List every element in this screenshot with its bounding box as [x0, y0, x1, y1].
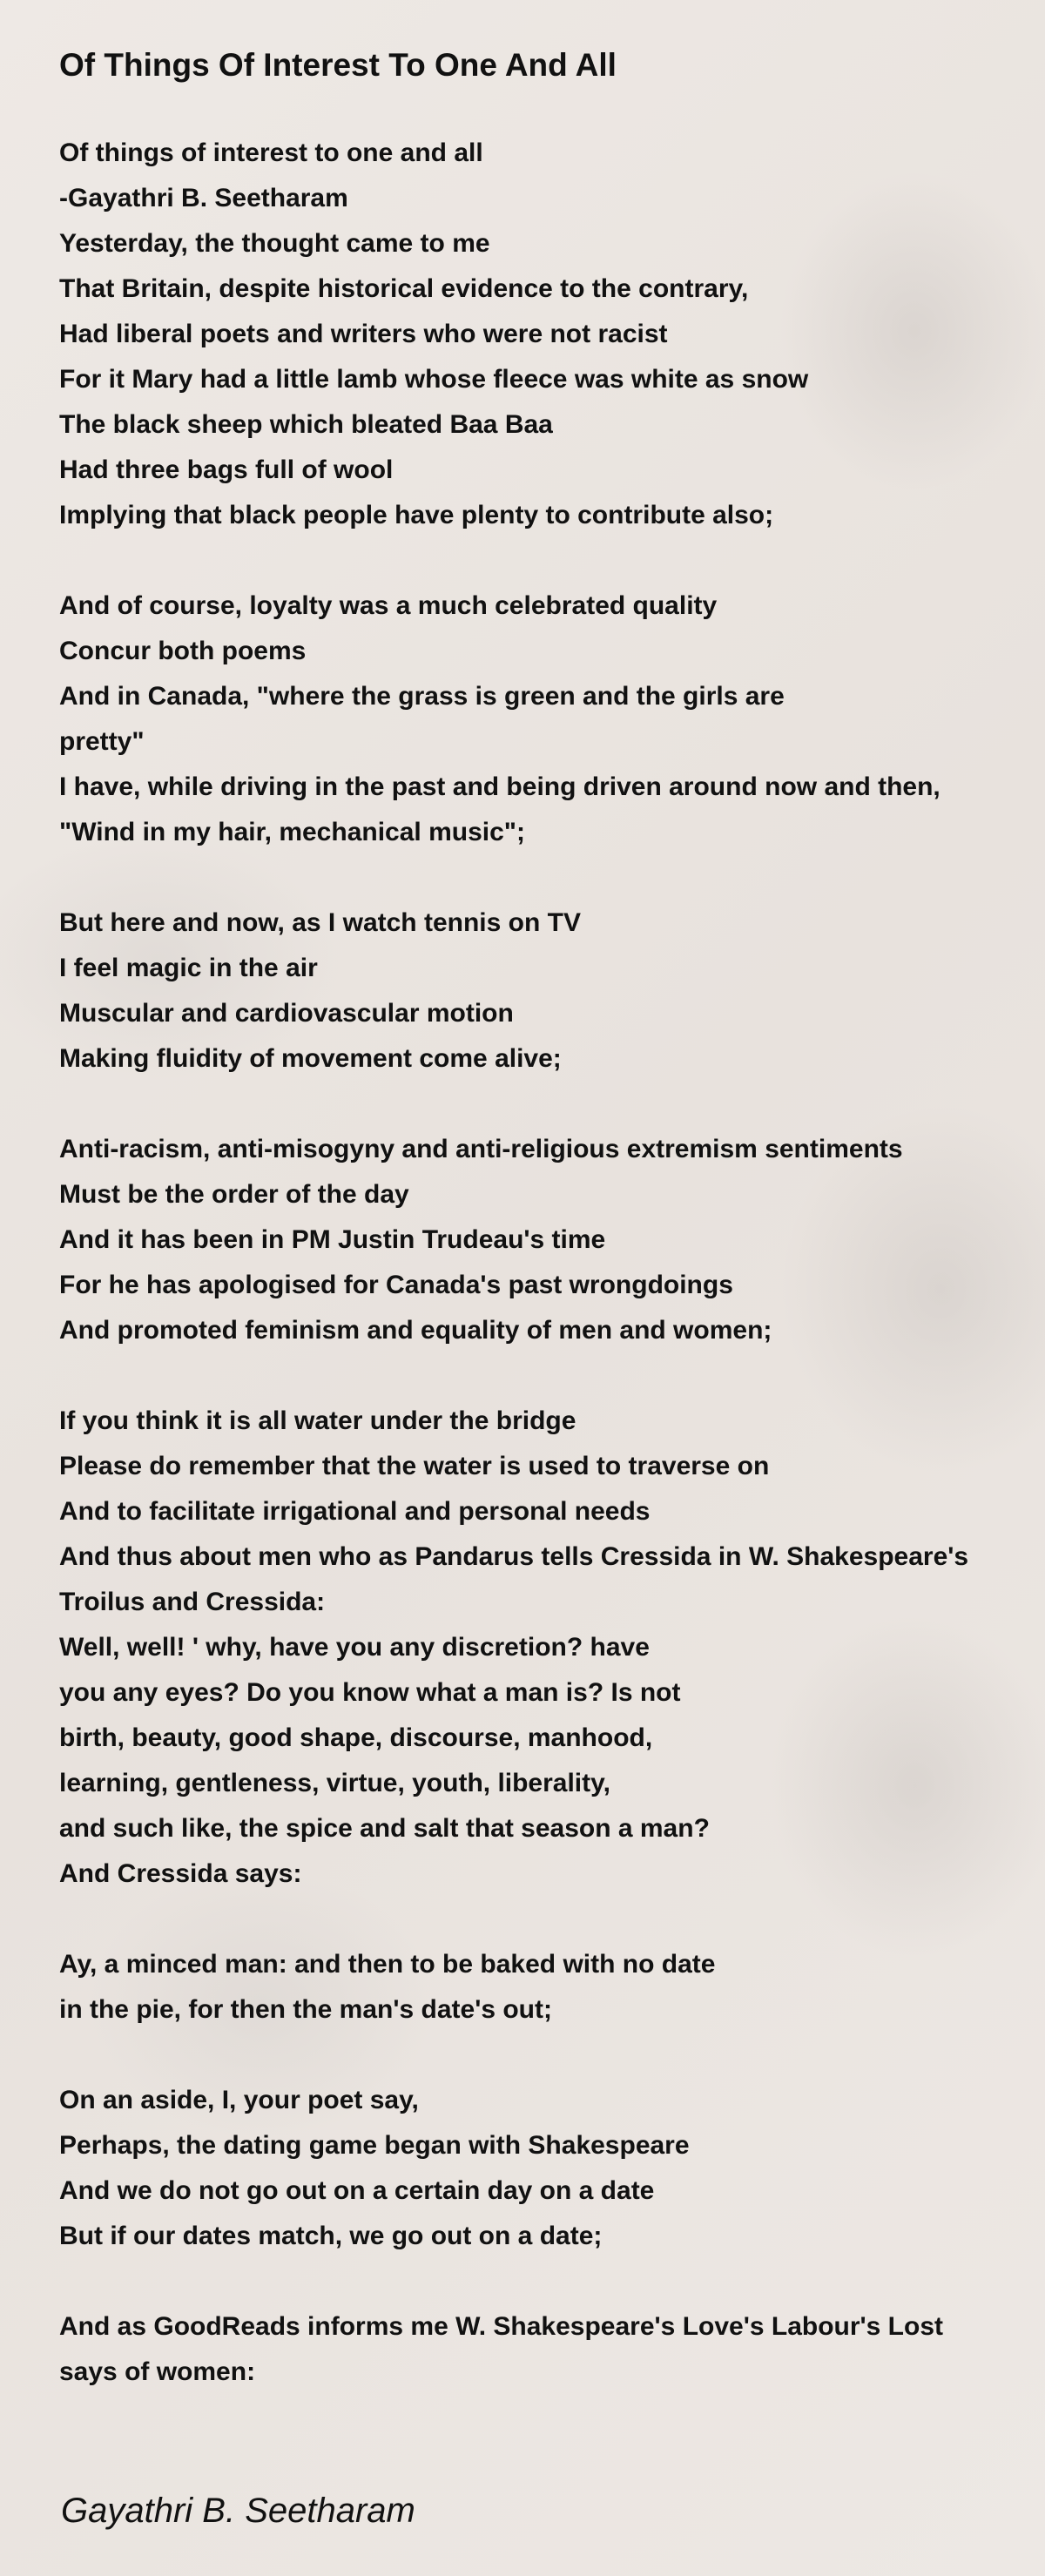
poem-line: But if our dates match, we go out on a date;: [59, 2222, 603, 2250]
poem-line: Must be the order of the day: [59, 1180, 409, 1209]
poem-line: And we do not go out on a certain day on a date: [59, 2176, 655, 2205]
poem-author: Gayathri B. Seetharam: [61, 2492, 415, 2530]
stanza-break: [59, 2033, 1043, 2078]
poem-line: And of course, loyalty was a much celebrated quality: [59, 591, 718, 620]
poem-line: Perhaps, the dating game began with Shakespeare: [59, 2131, 690, 2160]
poem-line: Concur both poems: [59, 637, 307, 665]
poem-line: -Gayathri B. Seetharam: [59, 184, 348, 212]
poem-line: Yesterday, the thought came to me: [59, 229, 490, 258]
poem-line: Please do remember that the water is used to traverse on: [59, 1452, 770, 1480]
poem-line: Had liberal poets and writers who were not racist: [59, 320, 668, 348]
stanza-break: [59, 1082, 1043, 1127]
poem-line: Muscular and cardiovascular motion: [59, 999, 514, 1028]
poem-line: On an aside, I, your poet say,: [59, 2086, 419, 2114]
poem-line: For it Mary had a little lamb whose fleece was white as snow: [59, 365, 809, 394]
poem-line: The black sheep which bleated Baa Baa: [59, 410, 553, 439]
stanza-break: [59, 1897, 1043, 1942]
poem-line: And promoted feminism and equality of men and women;: [59, 1316, 772, 1345]
poem-line: And as GoodReads informs me W. Shakespeare's Love's Labour's Lost: [59, 2312, 944, 2341]
stanza-break: [59, 855, 1043, 900]
poem-line: And thus about men who as Pandarus tells Cressida in W. Shakespeare's: [59, 1542, 969, 1571]
poem-line: But here and now, as I watch tennis on TV: [59, 908, 581, 937]
poem-line: I have, while driving in the past and being driven around now and then,: [59, 772, 940, 801]
poem-line: Anti-racism, anti-misogyny and anti-religious extremism sentiments: [59, 1135, 903, 1163]
poem-line: And in Canada, "where the grass is green and the girls are: [59, 682, 785, 711]
poem-line: learning, gentleness, virtue, youth, liberality,: [59, 1769, 610, 1797]
poem-line: you any eyes? Do you know what a man is? Is not: [59, 1678, 681, 1707]
poem-line: in the pie, for then the man's date's out;: [59, 1995, 552, 2024]
poem-line: That Britain, despite historical evidence to the contrary,: [59, 274, 749, 303]
poem-line: Had three bags full of wool: [59, 455, 394, 484]
poem-line: And it has been in PM Justin Trudeau's time: [59, 1225, 606, 1254]
stanza-break: [59, 1353, 1043, 1399]
poem-line: If you think it is all water under the bridge: [59, 1406, 576, 1435]
poem-line: pretty": [59, 727, 145, 756]
poem-line: And Cressida says:: [59, 1859, 302, 1888]
poem-line: I feel magic in the air: [59, 954, 318, 982]
stanza-break: [59, 2259, 1043, 2304]
poem-line: Implying that black people have plenty to contribute also;: [59, 501, 774, 529]
poem-line: Ay, a minced man: and then to be baked with no date: [59, 1950, 716, 1979]
poem-line: And to facilitate irrigational and personal needs: [59, 1497, 651, 1526]
poem-line: "Wind in my hair, mechanical music";: [59, 818, 525, 846]
poem-line: Troilus and Cressida:: [59, 1588, 326, 1616]
poem-line: For he has apologised for Canada's past wrongdoings: [59, 1271, 733, 1299]
poem-line: Well, well! ' why, have you any discretion? have: [59, 1633, 650, 1662]
stanza-break: [59, 538, 1043, 583]
poem-line: Of things of interest to one and all: [59, 138, 483, 167]
poem-line: birth, beauty, good shape, discourse, manhood,: [59, 1723, 653, 1752]
poem-title: Of Things Of Interest To One And All: [59, 47, 617, 83]
poem-line: says of women:: [59, 2357, 256, 2386]
poem-line: Making fluidity of movement come alive;: [59, 1044, 562, 1073]
poem-line: and such like, the spice and salt that season a man?: [59, 1814, 710, 1843]
poem-body: [59, 131, 1043, 2395]
